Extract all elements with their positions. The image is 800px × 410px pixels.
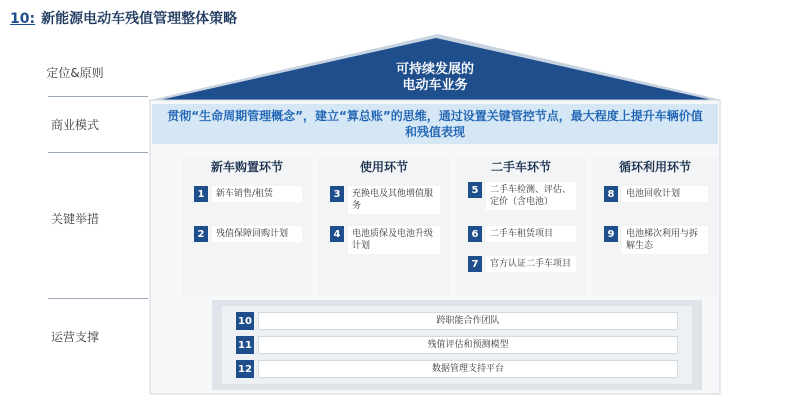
support-text: 数据管理支持平台 <box>258 360 678 378</box>
pillar-body <box>330 178 440 288</box>
pillar-title: 新车购置环节 <box>210 160 283 174</box>
pillar-body <box>604 178 708 288</box>
measure-text: 电池梯次利用与拆解生态 <box>622 226 708 254</box>
support-text: 残值评估和预测模型 <box>258 336 678 354</box>
row-label-operations: 运营支撑 <box>50 330 99 344</box>
measure-text: 二手车租赁项目 <box>486 226 576 242</box>
business-model-text: 贯彻“生命周期管理概念”，建立“算总账”的思维，通过设置关键管控节点，最大程度上提升车辆价值和残值表现 <box>167 109 703 139</box>
title-text: 新能源电动车残值管理整体策略 <box>41 11 238 27</box>
operations-support-floor <box>222 306 692 384</box>
measure-number-badge: 1 <box>194 186 208 202</box>
measure-number-badge: 3 <box>330 186 344 202</box>
measure-item <box>604 226 708 254</box>
measure-number-badge: 8 <box>604 186 618 202</box>
row-label-business-model: 商业模式 <box>50 118 99 132</box>
measure-text: 二手车检测、评估、定价（含电池） <box>486 182 576 210</box>
pillar-recycling <box>592 156 718 296</box>
measure-item <box>468 226 576 242</box>
pillar-title: 二手车环节 <box>490 160 551 174</box>
measure-item <box>194 186 302 202</box>
measure-number-badge: 9 <box>604 226 618 242</box>
pillar-usage <box>318 156 450 296</box>
measure-text: 新车销售/租赁 <box>212 186 302 202</box>
support-number-badge: 11 <box>236 336 254 354</box>
title-number: 10: <box>10 11 36 27</box>
pillar-body <box>468 178 576 288</box>
roof-label <box>370 62 500 94</box>
measure-text: 残值保障回购计划 <box>212 226 302 242</box>
support-text: 跨职能合作团队 <box>258 312 678 330</box>
measure-item <box>194 226 302 242</box>
support-item <box>236 360 678 378</box>
measure-text: 充换电及其他增值服务 <box>348 186 440 214</box>
measure-number-badge: 7 <box>468 256 482 272</box>
measure-text: 官方认证二手车项目 <box>486 256 576 272</box>
measure-text: 电池质保及电池升级计划 <box>348 226 440 254</box>
measure-item <box>468 256 576 272</box>
measure-number-badge: 2 <box>194 226 208 242</box>
measure-item <box>330 186 440 214</box>
measure-number-badge: 4 <box>330 226 344 242</box>
support-number-badge: 10 <box>236 312 254 330</box>
measure-text: 电池回收计划 <box>622 186 708 202</box>
pillar-title: 循环利用环节 <box>618 160 691 174</box>
pillar-new-car <box>182 156 312 296</box>
pillar-used-car <box>456 156 586 296</box>
business-model-band <box>152 104 718 144</box>
measure-number-badge: 5 <box>468 182 482 198</box>
support-item <box>236 312 678 330</box>
measure-number-badge: 6 <box>468 226 482 242</box>
measure-item <box>604 186 708 202</box>
roof-line-1: 可持续发展的 <box>395 62 474 77</box>
pillar-title: 使用环节 <box>359 160 408 174</box>
measure-item <box>468 182 576 210</box>
roof-line-2: 电动车业务 <box>402 78 468 93</box>
support-number-badge: 12 <box>236 360 254 378</box>
measure-item <box>330 226 440 254</box>
row-label-positioning: 定位&原则 <box>46 66 104 80</box>
pillar-body <box>194 178 302 288</box>
row-label-key-measures: 关键举措 <box>50 212 99 226</box>
support-item <box>236 336 678 354</box>
